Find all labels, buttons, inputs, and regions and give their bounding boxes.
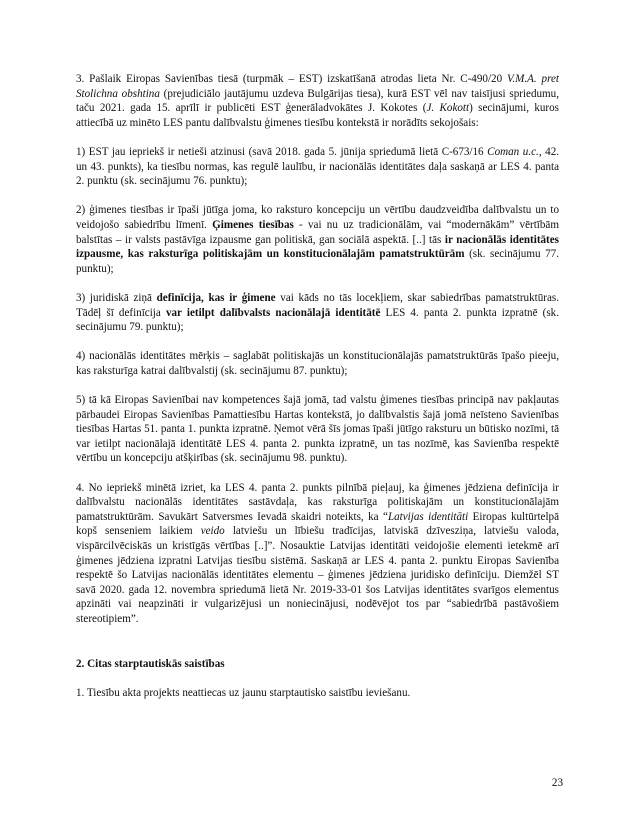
paragraph-point-3: [76, 291, 559, 335]
paragraph-conclusion: [76, 481, 559, 627]
italic-case-name: V.M.A. pret Stolichna obshtina: [76, 73, 559, 100]
text-run: (sk. secinājumu 77. punktu);: [76, 248, 559, 275]
text-run: vai kāds no tās locekļiem, skar sabiedrības pamatstruktūras. Tādēļ šī definīcija: [76, 291, 559, 319]
text-run: , 42. un 43. punkts), ka tiesību normas, kas regulē laulību, ir nacionālās identitātes daļa saskaņā ar LES 4. panta 2. punktu (sk. secinājumu 76. punktu);: [76, 145, 560, 188]
text-run: 4. No iepriekš minētā izriet, ka LES 4. panta 2. punkts pilnībā pieļauj, ka ģimenes jēdziena definīcija ir dalībvalstu nacionālās identitātes sastāvdaļa, kas raksturīga politiskajām un konstitucionālajām pamatstruktūrām. Savukārt Satversmes Ievadā skaidri noteikts, ka “: [76, 481, 559, 523]
bold-phrase: definīcija, kas ir ģimene: [156, 291, 276, 304]
page-number: 23: [551, 777, 563, 789]
text-run: (prejudiciālo jautājumu uzdeva Bulgārijas tiesa), kurā EST vēl nav taisījusi spriedumu, taču 2021. gada 15. aprīlī ir publicēti EST ģenerāladvokātes J. Kokotes (: [76, 87, 559, 115]
section-heading: 2. Citas starptautiskās saistības: [76, 657, 225, 670]
bold-phrase: ir nacionālās identitātes izpausme, kas raksturīga politiskajām un konstitucionālajām pamatstruktūrām: [76, 233, 559, 261]
text-run: ) secinājumi, kuros attiecībā uz minēto LES pantu dalībvalstu ģimenes tiesību kontekstā ir norādīts sekojošais:: [76, 102, 559, 129]
paragraph-point-1: [76, 145, 559, 189]
section-paragraph: 1. Tiesību akta projekts neattiecas uz jaunu starptautisko saistību ieviešanu.: [76, 686, 411, 699]
document-body: [76, 72, 559, 715]
text-run: LES 4. panta 2. punkta izpratnē (sk. secinājumu 79. punktu);: [76, 306, 559, 334]
text-run: 5) tā kā Eiropas Savienībai nav kompetences šajā jomā, tad valstu ģimenes tiesības principā nav pakļautas pārbaudei Eiropas Savienības Pamattiesību Hartas kontekstā, jo dalībvalstis šajā jomā neīsteno Savienības tiesības Hartas 51. panta 1. punkta izpratnē. Ņemot vērā šīs jomas īpaši jūtīgo raksturu un būtisko nozīmi, tā var ietilpt nacionālajā identitātē LES 4. panta 2. punkta izpratnē, un tas nozīmē, kas Savienība respektē vērtību un koncepciju atšķirības (sk. secinājumu 98. punktu).: [76, 394, 559, 465]
text-run: 1) EST jau iepriekš ir netieši atzinusi (savā 2018. gada 5. jūnija spriedumā lietā C-673/16: [76, 145, 488, 158]
paragraph-point-4: [76, 349, 559, 378]
text-run: 3) juridiskā ziņā: [76, 291, 157, 304]
italic-advocate-name: J. Kokott: [426, 102, 470, 115]
italic-case-name: Coman u.c.: [487, 145, 539, 158]
text-run: 4) nacionālās identitātes mērķis – saglabāt politiskajās un konstitucionālajās pamatstruktūrās īpašo pieeju, kas raksturīga katrai dalībvalstij (sk. secinājumu 87. punktu);: [76, 350, 559, 377]
bold-phrase: var ietilpt dalībvalsts nacionālajā identitātē: [165, 306, 381, 319]
paragraph-ecj-case-intro: [76, 72, 559, 130]
text-run: 3. Pašlaik Eiropas Savienības tiesā (turpmāk – EST) izskatīšanā atrodas lieta Nr. C-490/20: [76, 73, 507, 85]
text-run: 2) ģimenes tiesības ir īpaši jūtīga joma, ko raksturo koncepciju un vērtību daudzveidība dalībvalstu un to veidojošo sabiedrību līmenī.: [76, 204, 559, 231]
italic-phrase: veido: [200, 525, 225, 538]
italic-phrase: Latvijas identitāti: [387, 510, 469, 523]
paragraph-point-5: [76, 393, 559, 466]
bold-phrase: Ģimenes tiesības: [212, 218, 294, 231]
paragraph-point-2: [76, 203, 559, 276]
text-run: latviešu un lībiešu tradīcijas, latviskā dzīvesziņa, latviešu valoda, vispārcilvēciskās un kristīgās vērtības [..]”. Nosauktie Latvijas identitāti veidojošie elementi ietekmē arī ģimenes jēdziena izpratni Latvijas tiesību sistēmā. Saskaņā ar LES 4. panta 2. punktu Eiropas Savienība respektē šo Latvijas nacionālās identitātes elementu – ģimenes jēdziena juridisko definīciju. Diemžēl ST savā 2020. gada 12. novembra spriedumā lietā Nr. 2019-33-01 šos Latvijas identitātes svarīgos elementus apzināti vai neapzināti ir vulgarizējusi un noniecinājusi, nodēvējot tos par “sabiedrībā pastāvošiem stereotipiem”.: [76, 525, 559, 625]
text-run: Eiropas kultūrtelpā kopš senseniem laikiem: [76, 510, 560, 538]
text-run: - vai nu uz tradicionālām, vai “modernākām” vērtībām balstītas – ir valsts pastāvīga izpausme gan politiskā, gan sociālā aspektā. [..] tās: [76, 218, 559, 246]
